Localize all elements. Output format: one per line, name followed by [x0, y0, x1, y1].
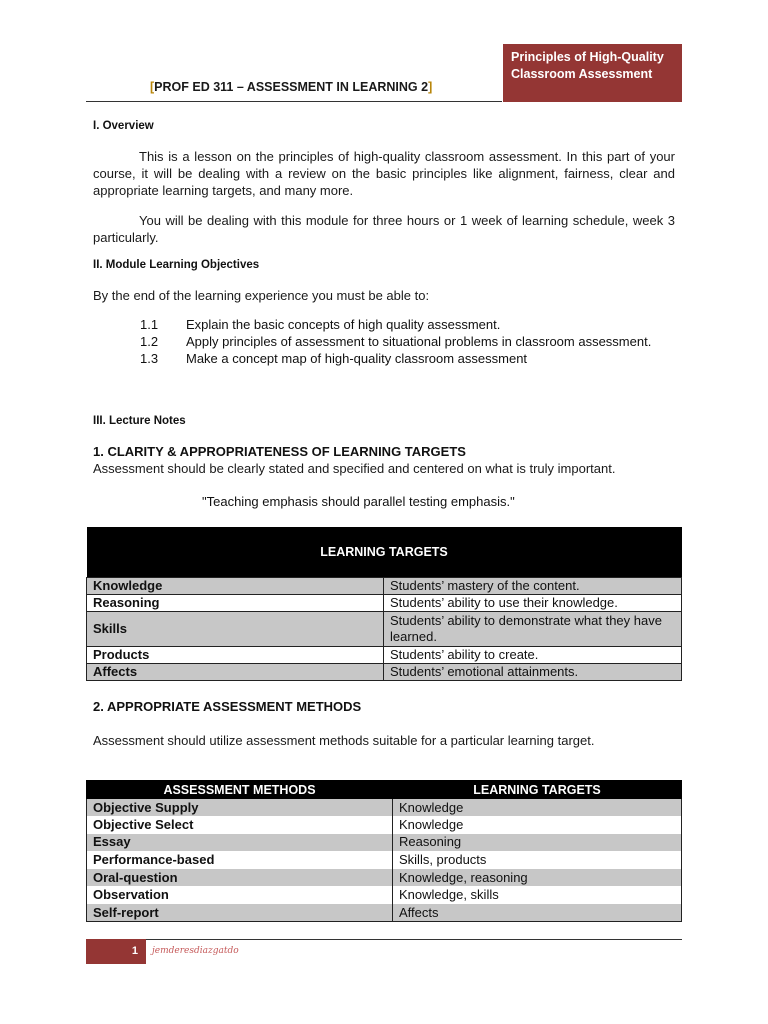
objectives-heading: II. Module Learning Objectives — [93, 259, 260, 271]
table-row: Performance-based Skills, products — [87, 851, 682, 869]
document-header-title: [PROF ED 311 – ASSESSMENT IN LEARNING 2] — [150, 80, 433, 94]
table-row: Essay Reasoning — [87, 834, 682, 852]
objectives-intro: By the end of the learning experience you must be able to: — [93, 288, 430, 303]
column-header: LEARNING TARGETS — [393, 781, 682, 799]
overview-paragraph-1: This is a lesson on the principles of high-quality classroom assessment. In this part of your course, it will be dealing with a review on the basic principles like alignment, fairness, clear and appropriate learning targets, and many more. — [93, 149, 675, 198]
page-number: 1 — [86, 939, 146, 964]
objective-item: 1.1 Explain the basic concepts of high quality assessment. — [140, 317, 501, 332]
learning-targets-table — [86, 527, 682, 681]
lecture-heading: III. Lecture Notes — [93, 415, 186, 427]
objective-item: 1.2 Apply principles of assessment to situational problems in classroom assessment. — [140, 334, 652, 349]
table-row: Skills Students’ ability to demonstrate what they have learned. — [87, 611, 682, 646]
section-1-text: Assessment should be clearly stated and specified and centered on what is truly important. — [93, 461, 616, 476]
table-row: Oral-question Knowledge, reasoning — [87, 869, 682, 887]
footer-divider — [146, 939, 682, 940]
table-row: Objective Supply Knowledge — [87, 799, 682, 817]
header-divider — [86, 101, 502, 102]
column-header: ASSESSMENT METHODS — [87, 781, 393, 799]
table-row: Products Students’ ability to create. — [87, 646, 682, 663]
table-row: Objective Select Knowledge — [87, 816, 682, 834]
objective-item: 1.3 Make a concept map of high-quality classroom assessment — [140, 351, 528, 366]
overview-heading: I. Overview — [93, 120, 154, 132]
topic-badge: Principles of High-Quality Classroom Assessment — [503, 44, 682, 102]
overview-paragraph-2: You will be dealing with this module for three hours or 1 week of learning schedule, week 3 particularly. — [93, 213, 675, 245]
assessment-methods-table — [86, 780, 682, 922]
table-row: Affects Students’ emotional attainments. — [87, 663, 682, 680]
section-1-quote: "Teaching emphasis should parallel testing emphasis." — [202, 494, 515, 509]
table-header: LEARNING TARGETS — [87, 527, 682, 577]
objectives-list — [140, 316, 675, 367]
course-title: PROF ED 311 – ASSESSMENT IN LEARNING 2 — [154, 80, 429, 94]
section-1-title: 1. CLARITY & APPROPRIATENESS OF LEARNING TARGETS — [93, 444, 466, 459]
table-row: Observation Knowledge, skills — [87, 886, 682, 904]
table-row: Knowledge Students’ mastery of the content. — [87, 577, 682, 594]
section-2-title: 2. APPROPRIATE ASSESSMENT METHODS — [93, 699, 362, 714]
section-2-text: Assessment should utilize assessment methods suitable for a particular learning target. — [93, 733, 595, 748]
table-row: Self-report Affects — [87, 904, 682, 922]
signature: jemderesdiazgatdo — [152, 946, 239, 956]
table-row: Reasoning Students’ ability to use their knowledge. — [87, 594, 682, 611]
